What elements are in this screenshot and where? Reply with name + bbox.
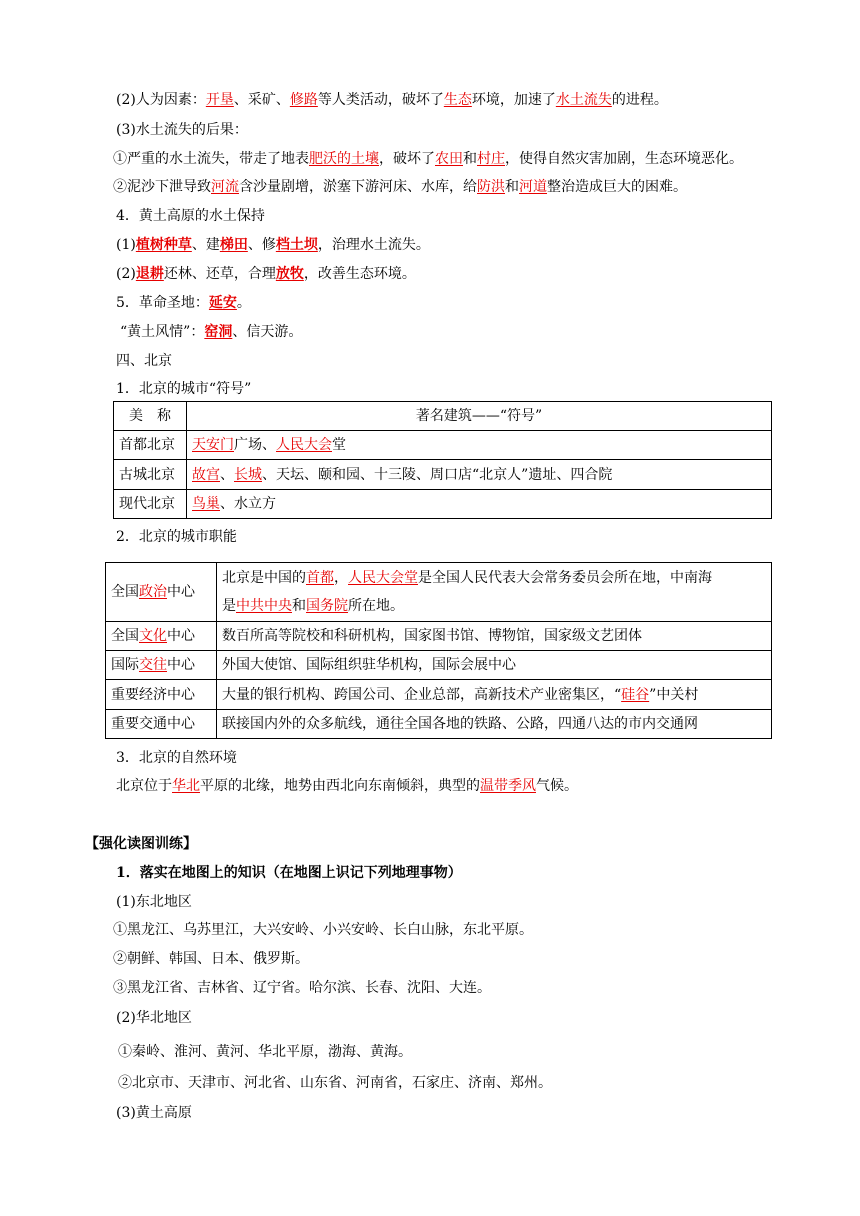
consequence-1: ①严重的水土流失，带走了地表肥沃的土壤，破坏了农田和村庄，使得自然灾害加剧，生态环境恶化。 [113,151,743,167]
table-row [106,710,772,739]
conservation-2: (2)退耕还林、还草，合理放牧，改善生态环境。 [116,266,416,282]
map-training-heading: 【强化读图训练】 [85,836,197,852]
conservation-1: (1)植树种草、建梯田、修档土坝，治理水土流失。 [116,237,430,253]
row-buildings: 天安门广场、人民大会堂 [187,431,772,460]
row-title: 首都北京 [114,431,187,460]
natural-env-heading: 3．北京的自然环境 [116,750,237,766]
north-china-item-2: ②北京市、天津市、河北省、山东省、河南省，石家庄、济南、郑州。 [118,1075,552,1091]
table-row [114,431,772,460]
function-name: 国际交往中心 [106,651,217,680]
table-row [106,680,772,710]
function-desc: 北京是中国的首都，人民大会堂是全国人民代表大会常务委员会所在地，中南海 是中共中央和国务院所在地。 [217,563,772,622]
northeast-heading: (1)东北地区 [116,894,192,910]
beijing-functions-table [105,562,772,739]
row-buildings: 故宫、长城、天坛、颐和园、十三陵、周口店“北京人”遗址、四合院 [187,460,772,490]
table-row [106,622,772,651]
natural-env-text: 北京位于华北平原的北缘，地势由西北向东南倾斜，典型的温带季风气候。 [116,778,578,794]
section-beijing-heading: 四、北京 [116,353,172,369]
table-row [106,563,772,622]
loess-customs: “黄土风情”：窑洞、信天游。 [120,324,303,340]
northeast-item-3: ③黑龙江省、吉林省、辽宁省。哈尔滨、长春、沈阳、大连。 [113,980,491,996]
beijing-symbols-heading: 1．北京的城市“符号” [116,381,252,397]
north-china-item-1: ①秦岭、淮河、黄河、华北平原，渤海、黄海。 [118,1044,412,1060]
table-row [106,651,772,680]
function-name: 全国政治中心 [106,563,217,622]
consequence-2: ②泥沙下泄导致河流含沙量剧增，淤塞下游河床、水库，给防洪和河道整治造成巨大的困难。 [113,179,687,195]
table-row [114,460,772,490]
northeast-item-2: ②朝鲜、韩国、日本、俄罗斯。 [113,951,309,967]
beijing-symbols-table [113,401,772,519]
consequences-heading: (3)水土流失的后果： [116,122,248,138]
table-header-buildings: 著名建筑——“符号” [187,402,772,431]
table-header-title: 美 称 [114,402,187,431]
function-desc: 联接国内外的众多航线，通往全国各地的铁路、公路，四通八达的市内交通网 [217,710,772,739]
loess-plateau-heading: (3)黄土高原 [116,1105,192,1121]
function-name: 重要经济中心 [106,680,217,710]
north-china-heading: (2)华北地区 [116,1010,192,1026]
table-row [114,490,772,519]
row-title: 古城北京 [114,460,187,490]
function-name: 重要交通中心 [106,710,217,739]
function-desc: 数百所高等院校和科研机构，国家图书馆、博物馆，国家级文艺团体 [217,622,772,651]
map-knowledge-heading: 1．落实在地图上的知识（在地图上识记下列地理事物） [116,865,462,881]
function-desc: 大量的银行机构、跨国公司、企业总部，高新技术产业密集区，“硅谷”中关村 [217,680,772,710]
function-desc: 外国大使馆、国际组织驻华机构，国际会展中心 [217,651,772,680]
row-buildings: 鸟巢、水立方 [187,490,772,519]
row-title: 现代北京 [114,490,187,519]
revolutionary-site: 5．革命圣地：延安。 [116,295,251,311]
northeast-item-1: ①黑龙江、乌苏里江，大兴安岭、小兴安岭、长白山脉，东北平原。 [113,922,533,938]
human-factors-line: (2)人为因素：开垦、采矿、修路等人类活动，破坏了生态环境，加速了水土流失的进程。 [116,92,668,108]
conservation-heading: 4．黄土高原的水土保持 [116,208,265,224]
beijing-functions-heading: 2．北京的城市职能 [116,529,237,545]
function-name: 全国文化中心 [106,622,217,651]
